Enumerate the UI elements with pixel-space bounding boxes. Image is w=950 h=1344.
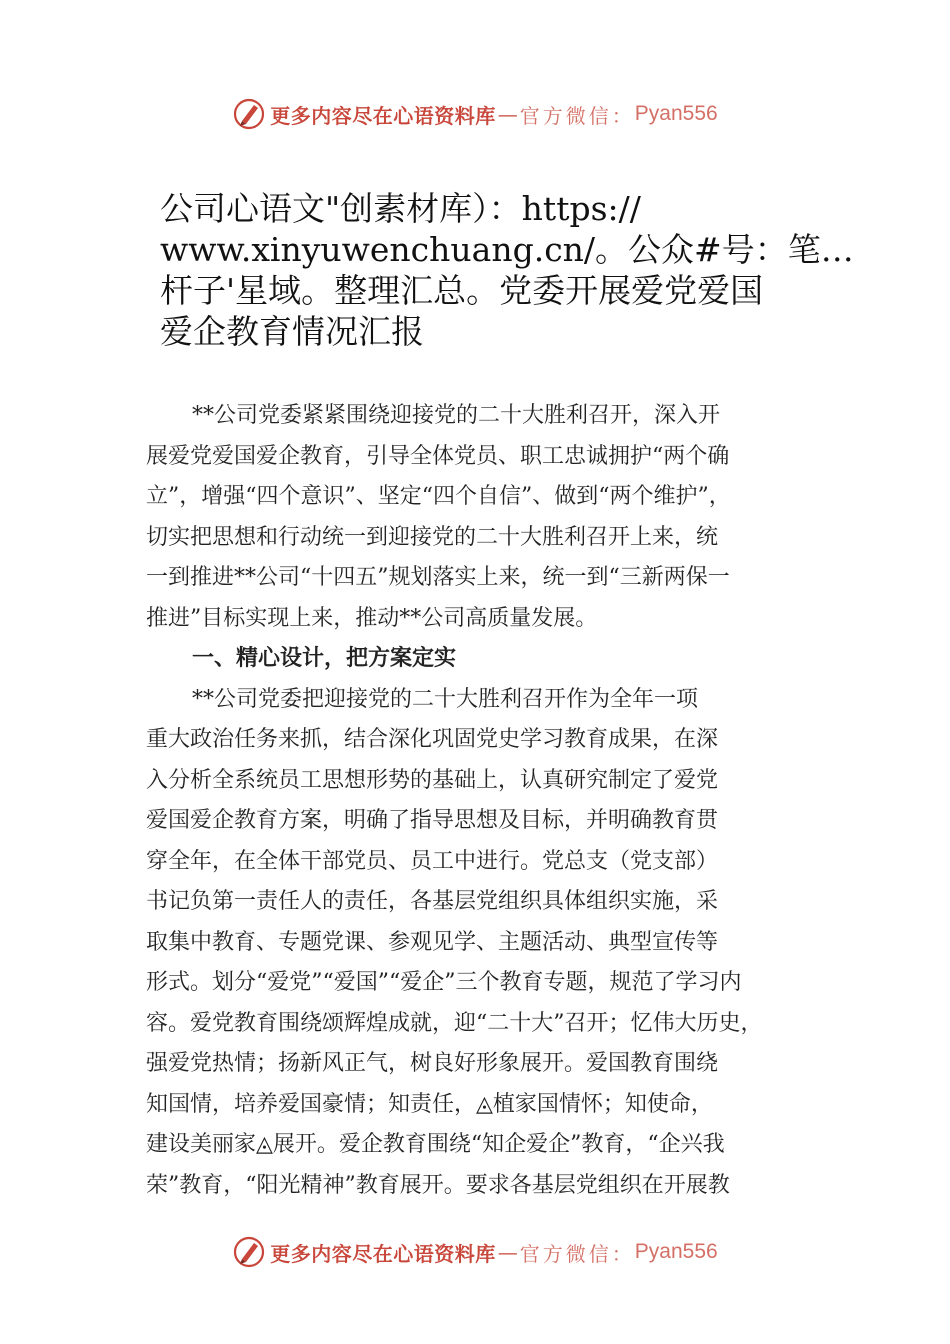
brand-text: 更多内容尽在心语资料库 <box>270 1241 496 1266</box>
paragraph-line: 强爱党热情；扬新风正气，树良好形象展开。爱国教育围绕 <box>146 1051 719 1076</box>
paragraph-line: 切实把思想和行动统一到迎接党的二十大胜利召开上来，统 <box>146 524 719 550</box>
pen-logo-icon <box>232 1235 266 1269</box>
brand-text: 更多内容尽在心语资料库 <box>270 103 496 128</box>
paragraph-line: 形式。划分“爱党”“爱国”“爱企”三个教育专题，规范了学习内 <box>146 970 742 995</box>
paragraph-line: 书记负第一责任人的责任，各基层党组织具体组织实施，采 <box>146 889 719 914</box>
paragraph-line: 立”，增强“四个意识”、坚定“四个自信”、做到“两个维护”， <box>146 484 731 509</box>
wechat-id: Pyan556 <box>634 1240 718 1263</box>
paragraph-line: 建设美丽家◬展开。爱企教育围绕“知企爱企”教育，“企兴我 <box>146 1132 725 1157</box>
header-watermark-banner <box>0 94 950 134</box>
paragraph-line: 一到推进**公司“十四五”规划落实上来，统一到“三新两保一 <box>146 565 730 590</box>
wechat-label: 官方微信： <box>519 103 635 128</box>
paragraph-line: **公司党委把迎接党的二十大胜利召开作为全年一项 <box>192 686 699 712</box>
paragraph-line: 推进”目标实现上来，推动**公司高质量发展。 <box>146 605 598 631</box>
pen-logo-icon <box>232 97 266 131</box>
wechat-id: Pyan556 <box>634 102 718 125</box>
paragraph-line: 穿全年，在全体干部党员、员工中进行。党总支（党支部） <box>146 848 719 874</box>
paragraph-line: 爱国爱企教育方案，明确了指导思想及目标，并明确教育贯 <box>146 808 719 833</box>
paragraph-line: 容。爱党教育围绕颂辉煌成就，迎“二十大”召开；忆伟大历史， <box>146 1010 763 1036</box>
banner-dash: — <box>497 102 518 126</box>
title-line: 杆子'星域。整理汇总。党委开展爱党爱国 <box>160 271 764 310</box>
paragraph-line: **公司党委紧紧围绕迎接党的二十大胜利召开，深入开 <box>192 403 721 428</box>
paragraph-line: 展爱党爱国爱企教育，引导全体党员、职工忠诚拥护“两个确 <box>146 443 730 469</box>
title-line: www.xinyuwenchuang.cn/。公众#号：笔… <box>160 230 854 269</box>
title-line: 爱企教育情况汇报 <box>160 312 424 351</box>
paragraph-line: 荣”教育，“阳光精神”教育展开。要求各基层党组织在开展教 <box>146 1172 730 1198</box>
paragraph-line: 入分析全系统员工思想形势的基础上，认真研究制定了爱党 <box>146 767 719 793</box>
document-title <box>160 188 854 352</box>
paragraph-line: 重大政治任务来抓，结合深化巩固党史学习教育成果，在深 <box>146 727 719 752</box>
section-heading: 一、精心设计，把方案定实 <box>192 646 457 671</box>
wechat-label: 官方微信： <box>519 1241 635 1266</box>
footer-watermark-banner <box>0 1232 950 1272</box>
banner-dash: — <box>497 1240 518 1264</box>
paragraph-line: 取集中教育、专题党课、参观见学、主题活动、典型宣传等 <box>146 929 719 955</box>
title-line: 公司心语文"创素材库）：https:// <box>160 189 641 228</box>
document-body <box>146 396 816 1206</box>
paragraph-line: 知国情，培养爱国豪情；知责任，◬植家国情怀；知使命， <box>146 1091 713 1117</box>
